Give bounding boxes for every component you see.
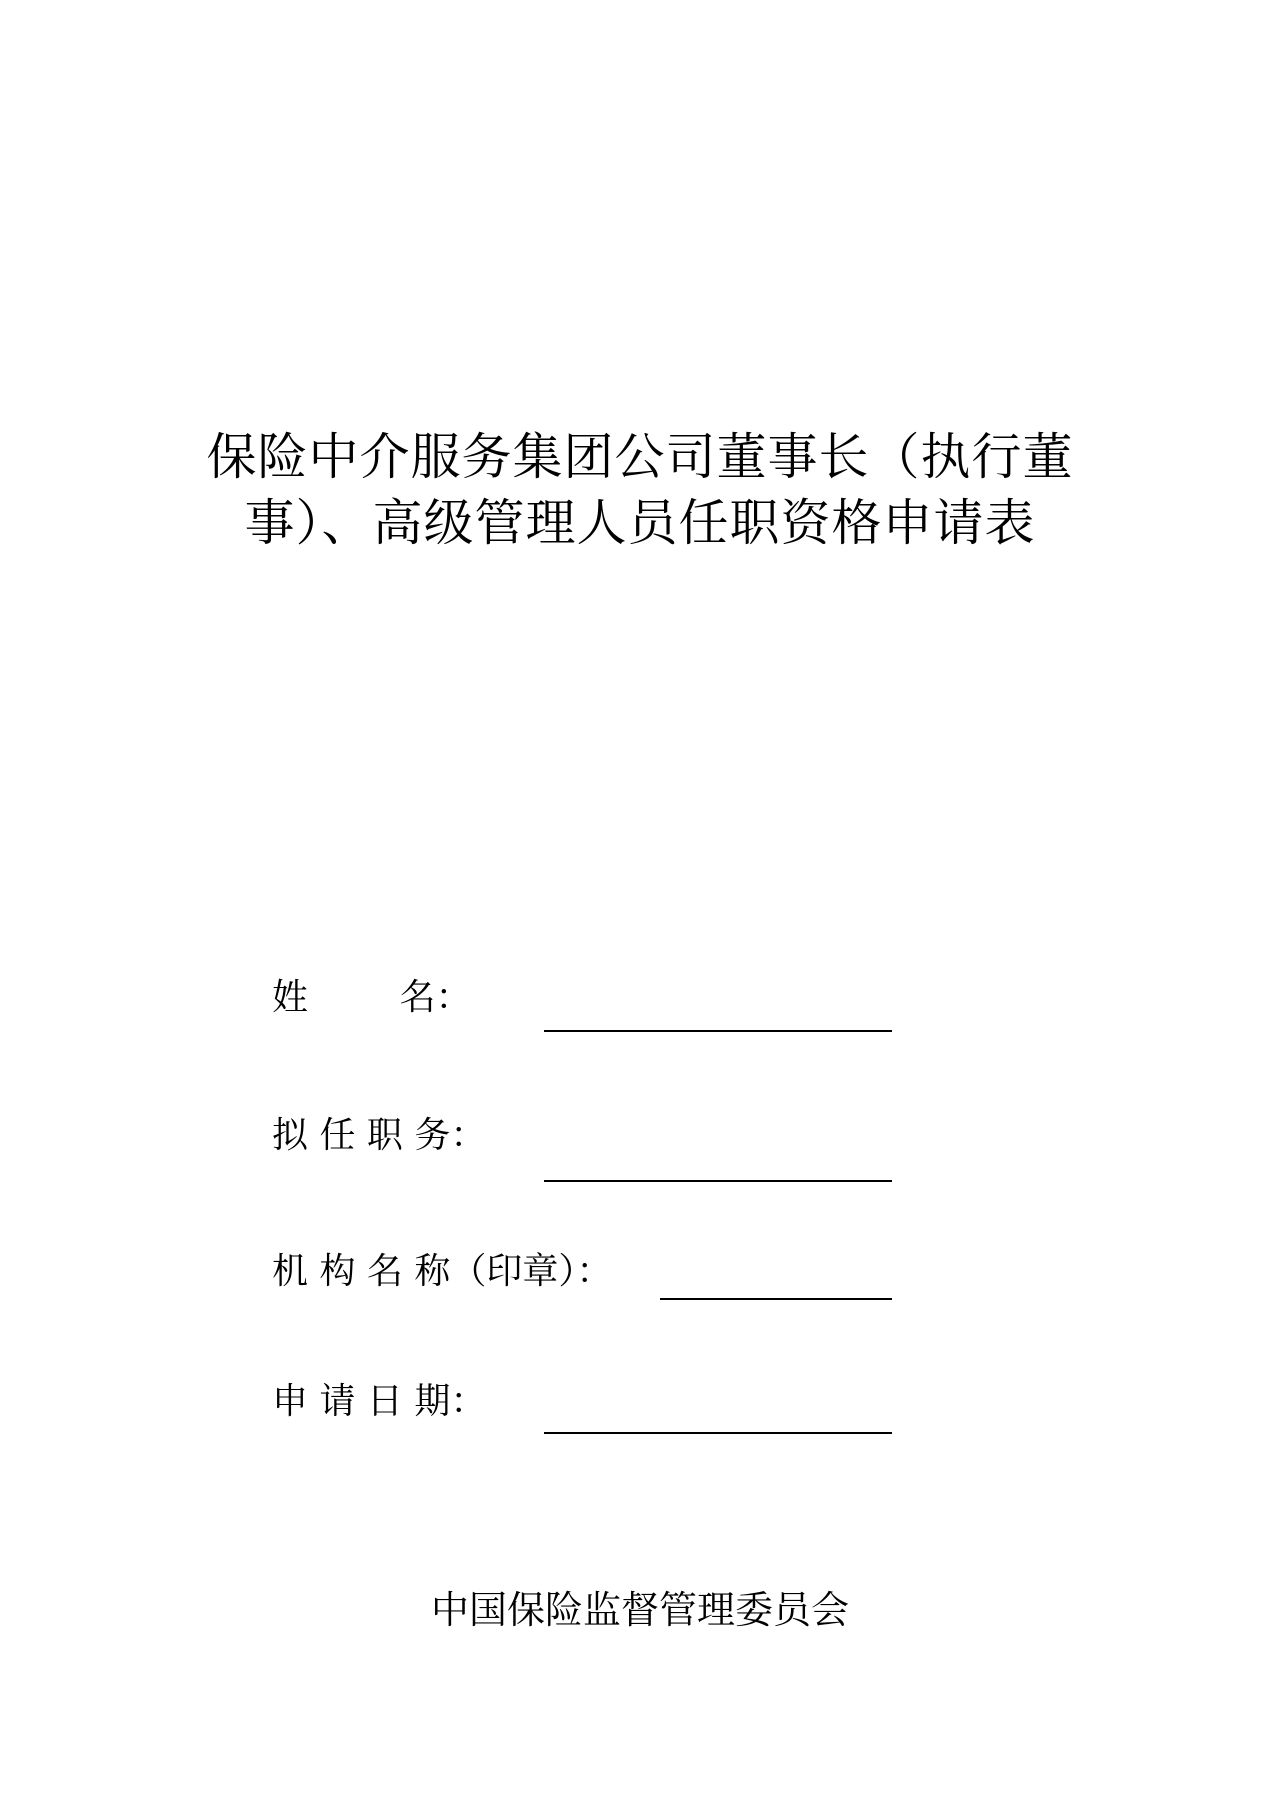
form-title-line-1: 保险中介服务集团公司董事长（执行董 bbox=[206, 428, 1074, 486]
date-input-line[interactable] bbox=[544, 1432, 892, 1434]
name-input-line[interactable] bbox=[544, 1030, 892, 1032]
institution-label: 机 构 名 称（印章）： bbox=[272, 1251, 613, 1292]
issuer-name: 中国保险监督管理委员会 bbox=[430, 1588, 849, 1632]
form-title bbox=[150, 424, 1130, 556]
institution-input-line[interactable] bbox=[660, 1298, 892, 1300]
name-label: 姓 名： bbox=[272, 977, 472, 1018]
date-label: 申 请 日 期： bbox=[272, 1381, 487, 1422]
position-input-line[interactable] bbox=[544, 1180, 892, 1182]
position-label: 拟 任 职 务： bbox=[272, 1115, 487, 1156]
form-title-line-2: 事）、高级管理人员任职资格申请表 bbox=[244, 494, 1036, 552]
